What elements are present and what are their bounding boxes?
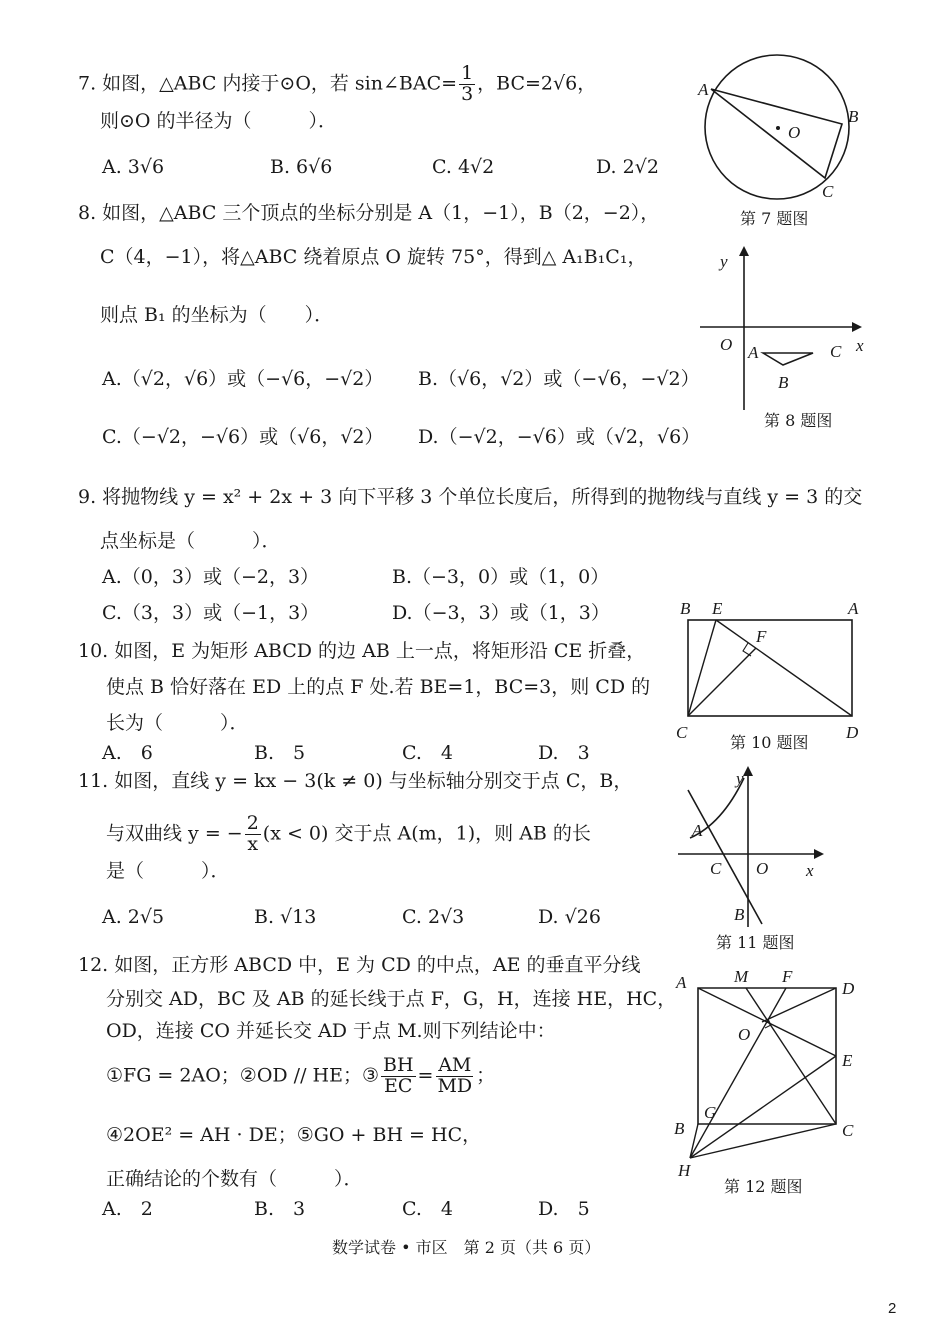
q10-option-c: C. 4 [402,742,453,764]
q12-label-f: F [782,967,793,986]
q12-label-b: B [674,1119,685,1138]
q8-stem-3: 则点 B₁ 的坐标为（ ）． [100,304,334,326]
q11-option-a: A. 2√5 [102,906,165,928]
page-footer: 数学试卷 • 市区 第 2 页（共 6 页） [332,1238,601,1257]
q7-caption: 第 7 题图 [740,209,809,228]
q10-option-b: B. 5 [254,742,306,764]
q11-label-y: y [736,769,744,788]
q9-option-b: B.（−3，0）或（1，0） [392,566,610,588]
q7-label-o: O [788,123,801,142]
q12-option-c: C. 4 [402,1198,453,1220]
q7-stem: 7. 如图，△ABC 内接于⊙O，若 sin∠BAC= $\frac{1}{3}$ ，BC=2√6， [78,62,597,105]
q11-option-b: B. √13 [254,906,317,928]
q7-label-a: A [698,80,709,99]
q11-label-c: C [710,859,722,878]
q12-figure [670,962,870,1180]
q11-stem-3: 是（ ）． [106,860,230,882]
q8-stem: 8. 如图，△ABC 三个顶点的坐标分别是 A（1，−1），B（2，−2）， [78,202,660,224]
q8-option-c: C.（−√2，−√6）或（√6，√2） [102,426,384,448]
q9-option-a: A.（0，3）或（−2，3） [102,566,320,588]
q12-stem-4: 正确结论的个数有（ ）． [106,1168,363,1190]
q7-figure [690,50,880,210]
q12-conclusions-2: ④2OE² = AH · DE；⑤GO + BH = HC， [106,1124,482,1146]
q8-figure [690,240,880,410]
q10-stem: 10. 如图，E 为矩形 ABCD 的边 AB 上一点，将矩形沿 CE 折叠， [78,640,646,662]
q10-label-a: A [848,599,859,618]
q10-label-c: C [676,723,688,742]
q12-label-a: A [676,973,687,992]
q7-option-b: B. 6√6 [270,156,333,178]
q10-label-f: F [756,627,767,646]
q12-label-m: M [734,967,749,986]
q8-label-x: x [856,336,864,355]
q12-label-h: H [678,1161,691,1180]
q7-label-c: C [822,182,834,201]
q11-caption: 第 11 题图 [716,933,795,952]
q11-label-b: B [734,905,745,924]
q11-label-x: x [806,861,814,880]
q9-option-d: D.（−3，3）或（1，3） [392,602,610,624]
q12-fraction-1: $\frac{BH}{EC}$ [382,1054,414,1097]
q12-option-d: D. 5 [538,1198,590,1220]
q8-label-o: O [720,335,733,354]
q8-stem-2: C（4，−1），将△ABC 绕着原点 O 旋转 75°，得到△ A₁B₁C₁， [100,246,647,268]
q10-option-d: D. 3 [538,742,590,764]
q12-stem-3: OD，连接 CO 并延长交 AD 于点 M.则下列结论中： [106,1020,556,1042]
q10-stem-2: 使点 B 恰好落在 ED 上的点 F 处.若 BE=1，BC=3，则 CD 的 [106,676,651,698]
q12-caption: 第 12 题图 [724,1177,803,1196]
q8-option-b: B.（√6，√2）或（−√6，−√2） [418,368,700,390]
q8-label-a: A [748,343,759,362]
q12-label-e: E [842,1051,853,1070]
q11-option-d: D. √26 [538,906,601,928]
q9-option-c: C.（3，3）或（−1，3） [102,602,320,624]
q12-label-g: G [704,1103,717,1122]
q7-label-b: B [848,107,859,126]
q12-fraction-2: $\frac{AM}{MD}$ [437,1054,473,1097]
q10-stem-3: 长为（ ）． [106,712,249,734]
q11-label-o: O [756,859,769,878]
q12-option-a: A. 2 [102,1198,153,1220]
q7-stem-2: 则⊙O 的半径为（ ）． [100,110,338,132]
page-number: 2 [888,1300,897,1317]
q10-label-e: E [712,599,723,618]
q8-label-y: y [720,252,728,271]
q7-option-a: A. 3√6 [102,156,165,178]
q9-stem-2: 点坐标是（ ）． [100,530,281,552]
q11-fraction: $\frac{2}{x}$ [246,812,259,855]
q12-stem: 12. 如图，正方形 ABCD 中，E 为 CD 的中点，AE 的垂直平分线 [78,954,641,976]
q11-stem: 11. 如图，直线 y = kx − 3(k ≠ 0) 与坐标轴分别交于点 C，B， [78,770,633,792]
q11-figure [670,762,840,932]
q10-caption: 第 10 题图 [730,733,809,752]
q12-label-d: D [842,979,855,998]
q11-label-a: A [692,821,703,840]
q11-stem-2: 与双曲线 y = − $\frac{2}{x}$ (x < 0) 交于点 A(m，1)，则 AB 的长 [106,812,591,855]
q10-label-d: D [846,723,859,742]
q12-stem-2: 分别交 AD，BC 及 AB 的延长线于点 F，G，H，连接 HE，HC， [106,988,677,1010]
q9-stem: 9. 将抛物线 y = x² + 2x + 3 向下平移 3 个单位长度后，所得到的抛物线与直线 y = 3 的交 [78,486,863,508]
q8-label-b: B [778,373,789,392]
q7-fraction: $\frac{1}{3}$ [461,62,474,105]
q8-label-c: C [830,342,842,361]
q12-label-o: O [738,1025,751,1044]
q12-label-c: C [842,1121,854,1140]
q10-option-a: A. 6 [102,742,153,764]
q12-option-b: B. 3 [254,1198,306,1220]
q12-conclusions-1: ①FG = 2AO；②OD // HE；③ $\frac{BH}{EC}$ = $\frac{AM}{MD}$ ； [106,1054,496,1097]
q10-label-b: B [680,599,691,618]
q11-option-c: C. 2√3 [402,906,465,928]
q10-figure [672,596,872,746]
q7-option-d: D. 2√2 [596,156,659,178]
q7-option-c: C. 4√2 [432,156,495,178]
q8-caption: 第 8 题图 [764,411,833,430]
q8-option-a: A.（√2，√6）或（−√6，−√2） [102,368,384,390]
q8-option-d: D.（−√2，−√6）或（√2，√6） [418,426,701,448]
